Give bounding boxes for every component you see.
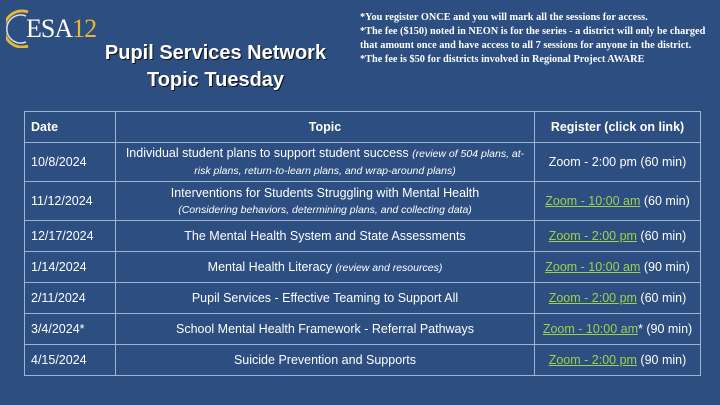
table-row [25,283,701,314]
row-topic [116,283,535,314]
zoom-link[interactable]: Zoom - 10:00 am [542,322,638,336]
title-line-2: Topic Tuesday [146,69,285,91]
topic-title: Mental Health Literacy [207,260,333,274]
row-date: 11/12/2024 [25,182,116,221]
row-register [535,221,701,252]
table-row [25,345,701,376]
table-header-row [25,112,701,143]
table-row [25,221,701,252]
row-topic [116,345,535,376]
row-register [535,345,701,376]
row-topic [116,143,535,182]
topic-note: (review of 504 plans, at-risk plans, return-to-learn plans, and wrap-around plans) [194,148,525,177]
row-topic [116,314,535,345]
table-row [25,252,701,283]
topic-note: (Considering behaviors, determining plans, and collecting data) [178,203,472,216]
fee-notes [360,11,716,67]
topic-title: School Mental Health Framework - Referral Pathways [175,322,475,336]
logo-number: 12 [72,14,97,43]
row-date: 2/11/2024 [25,283,116,314]
row-register [535,143,701,182]
page-title [88,40,343,94]
row-register [535,283,701,314]
topic-title: The Mental Health System and State Assessments [184,229,466,243]
cesa12-logo [6,8,97,48]
header-topic: Topic [116,112,535,143]
row-date: 4/15/2024 [25,345,116,376]
register-duration: (90 min) [640,260,690,274]
topic-note: (review and resources) [335,262,443,274]
row-register [535,314,701,345]
row-date: 1/14/2024 [25,252,116,283]
note-3: *The fee is $50 for districts involved in Regional Project AWARE [360,54,645,65]
logo-letters: ESA [26,14,73,43]
row-date: 12/17/2024 [25,221,116,252]
zoom-link[interactable]: Zoom - 2:00 pm [548,353,637,367]
topic-title: Individual student plans to support student success [125,146,409,160]
topic-title: Suicide Prevention and Supports [233,353,417,367]
header-date: Date [25,112,116,143]
zoom-link[interactable]: Zoom - 2:00 pm [548,291,637,305]
row-topic [116,182,535,221]
register-duration: (60 min) [636,291,687,305]
register-duration: (60 min) [640,194,690,208]
zoom-link[interactable]: Zoom - 10:00 am [545,194,641,208]
schedule-table [24,111,701,376]
row-topic [116,252,535,283]
row-topic [116,221,535,252]
zoom-link[interactable]: Zoom - 2:00 pm [548,229,637,243]
note-2: *The fee ($150) noted in NEON is for the series - a district will only be charged that amount once and have access to all 7 sessions for anyone in the district. [360,26,706,51]
table-row [25,182,701,221]
note-1: *You register ONCE and you will mark all the sessions for access. [360,12,648,23]
row-date: 3/4/2024* [25,314,116,345]
table-row [25,143,701,182]
row-register [535,182,701,221]
register-text: Zoom - 2:00 pm (60 min) [548,155,687,169]
register-duration: (90 min) [636,353,687,367]
table-row [25,314,701,345]
register-duration: (60 min) [636,229,687,243]
row-register [535,252,701,283]
topic-title: Interventions for Students Struggling with Mental Health [170,185,480,200]
register-duration: * (90 min) [638,322,693,336]
logo-text [26,14,96,44]
title-line-1: Pupil Services Network [104,42,327,64]
topic-title: Pupil Services - Effective Teaming to Support All [191,291,459,305]
header-register: Register (click on link) [535,112,701,143]
row-date: 10/8/2024 [25,143,116,182]
zoom-link[interactable]: Zoom - 10:00 am [545,260,641,274]
